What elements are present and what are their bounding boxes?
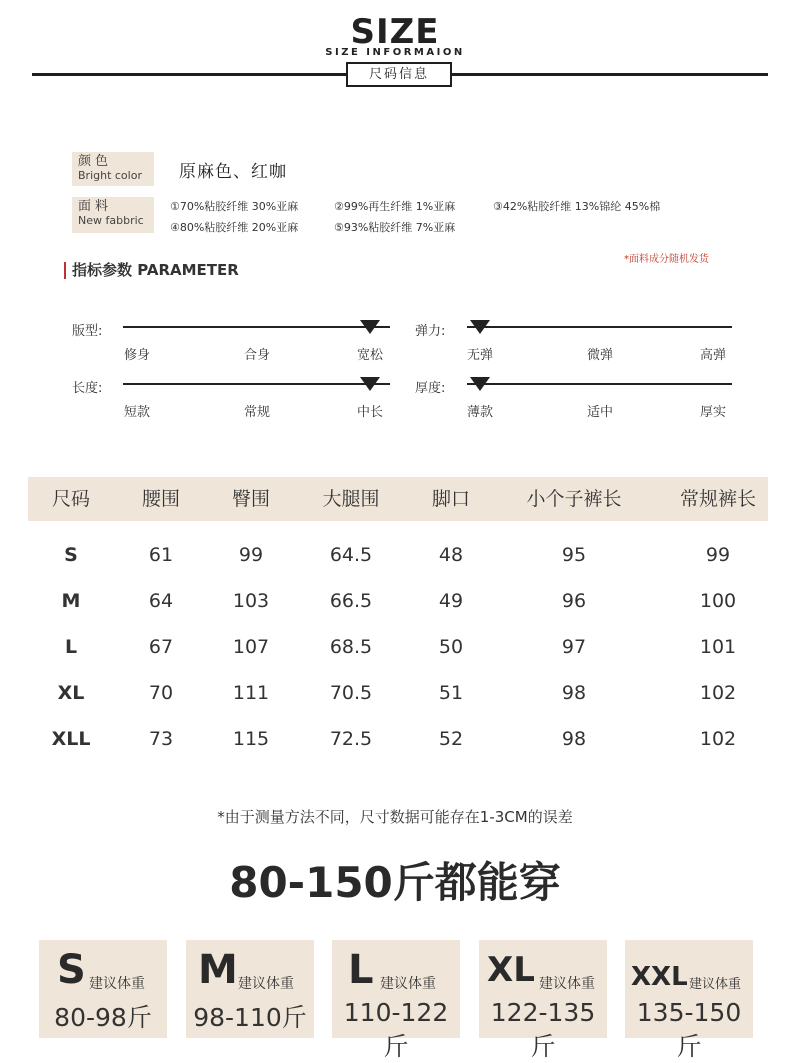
scale-option: 薄款 [466, 405, 493, 420]
weight-card-size: XXL [631, 962, 688, 992]
weight-card-xl [479, 940, 607, 1061]
fabric-item: ①70%粘胶纤维 30%亚麻 [170, 200, 299, 213]
table-header-cell: 腰围 [141, 488, 180, 510]
weight-card-label: 建议体重 [238, 976, 294, 992]
weight-card-size: M [198, 947, 238, 993]
table-cell: 107 [232, 636, 270, 658]
scale-option: 适中 [586, 405, 613, 420]
weight-card-m [186, 940, 314, 1038]
weight-card-range: 80-98斤 [54, 1003, 152, 1032]
table-cell: 101 [699, 636, 737, 658]
table-cell: 97 [561, 636, 587, 658]
table-cell: 70.5 [329, 682, 373, 704]
color-tag [72, 152, 154, 186]
table-cell-size: XLL [51, 728, 91, 750]
table-cell: 103 [232, 590, 270, 612]
scale-track-thickness [467, 383, 732, 385]
scale-label-fit: 版型: [72, 324, 103, 339]
scale-marker-fit [360, 320, 380, 334]
table-cell-size: S [64, 544, 78, 566]
scale-option: 无弹 [466, 348, 493, 363]
table-header-cell: 常规裤长 [679, 488, 756, 510]
table-cell: 49 [438, 590, 464, 612]
fabric-item: ③42%粘胶纤维 13%锦纶 45%棉 [493, 200, 661, 213]
parameter-title: 指标参数 PARAMETER [64, 262, 239, 279]
scale-option: 中长 [356, 405, 383, 420]
table-cell: 70 [148, 682, 174, 704]
table-cell: 96 [561, 590, 587, 612]
table-header-cell: 小个子裤长 [526, 488, 622, 510]
scale-option: 高弹 [699, 348, 726, 363]
weight-card-range: 122-135斤 [490, 998, 596, 1061]
weight-card-range: 135-150斤 [636, 998, 742, 1061]
table-cell: 73 [148, 728, 174, 750]
fabric-tag-zh: 面料 [78, 199, 113, 214]
scale-option: 宽松 [356, 348, 383, 363]
table-cell-size: XL [57, 682, 85, 704]
table-cell: 61 [148, 544, 174, 566]
table-cell: 51 [438, 682, 464, 704]
table-header-cell: 脚口 [431, 488, 470, 510]
weight-card-range: 98-110斤 [193, 1003, 307, 1032]
weight-card-label: 建议体重 [380, 976, 436, 992]
weight-headline: 80-150斤都能穿 [229, 858, 561, 907]
table-cell-size: M [61, 590, 81, 612]
table-cell: 102 [699, 682, 737, 704]
scale-option: 厚实 [699, 405, 726, 420]
color-tag-zh: 颜色 [78, 154, 113, 169]
table-cell: 64.5 [329, 544, 373, 566]
page-title: SIZE [350, 12, 440, 52]
table-cell: 115 [232, 728, 270, 750]
table-cell: 99 [705, 544, 731, 566]
table-header-cell: 大腿围 [322, 488, 380, 510]
fabric-tag-en: New fabbric [78, 214, 144, 227]
scale-track-fit [123, 326, 390, 328]
scale-option: 常规 [243, 405, 270, 420]
scale-marker-thickness [470, 377, 490, 391]
table-cell: 67 [148, 636, 174, 658]
table-cell: 48 [438, 544, 464, 566]
fabric-item: ②99%再生纤维 1%亚麻 [334, 200, 456, 213]
scale-option: 短款 [123, 405, 150, 420]
table-cell: 111 [232, 682, 270, 704]
weight-card-l [332, 940, 460, 1061]
table-cell: 50 [438, 636, 464, 658]
measurement-tip: *由于测量方法不同，尺寸数据可能存在1-3CM的误差 [217, 808, 573, 826]
table-cell: 99 [238, 544, 264, 566]
table-cell: 102 [699, 728, 737, 750]
scale-option: 修身 [123, 348, 150, 363]
weight-card-s [39, 940, 167, 1038]
weight-card-size: XL [487, 950, 535, 990]
weight-card-xxl [625, 940, 753, 1061]
weight-card-size: S [57, 947, 86, 993]
scale-track-stretch [467, 326, 732, 328]
weight-card-size: L [348, 947, 374, 993]
table-cell: 98 [561, 728, 587, 750]
weight-card-range: 110-122斤 [343, 998, 449, 1061]
header-box-label: 尺码信息 [346, 62, 452, 87]
scale-option: 合身 [243, 348, 270, 363]
table-cell: 100 [699, 590, 737, 612]
table-header-cell: 臀围 [231, 488, 270, 510]
scale-label-thickness: 厚度: [415, 381, 446, 396]
color-value: 原麻色、红咖 [179, 162, 287, 182]
page-subtitle: SIZE INFORMAION [325, 47, 465, 58]
weight-card-label: 建议体重 [689, 977, 742, 992]
table-cell: 66.5 [329, 590, 373, 612]
table-cell: 98 [561, 682, 587, 704]
table-cell: 64 [148, 590, 174, 612]
color-tag-en: Bright color [78, 169, 142, 182]
fabric-item: ④80%粘胶纤维 20%亚麻 [170, 221, 299, 234]
scale-option: 微弹 [586, 348, 613, 363]
weight-card-label: 建议体重 [539, 976, 595, 992]
table-cell: 95 [561, 544, 587, 566]
table-header-cell: 尺码 [51, 488, 90, 510]
scale-track-length [123, 383, 390, 385]
table-cell: 72.5 [329, 728, 373, 750]
fabric-tag [72, 197, 154, 233]
table-cell: 52 [438, 728, 464, 750]
weight-card-label: 建议体重 [89, 976, 145, 992]
fabric-item: ⑤93%粘胶纤维 7%亚麻 [334, 221, 456, 234]
fabric-note: *面料成分随机发货 [624, 254, 709, 265]
table-cell: 68.5 [329, 636, 373, 658]
scale-label-stretch: 弹力: [415, 324, 446, 339]
scale-marker-stretch [470, 320, 490, 334]
scale-marker-length [360, 377, 380, 391]
table-cell-size: L [64, 636, 78, 658]
scale-label-length: 长度: [72, 381, 103, 396]
